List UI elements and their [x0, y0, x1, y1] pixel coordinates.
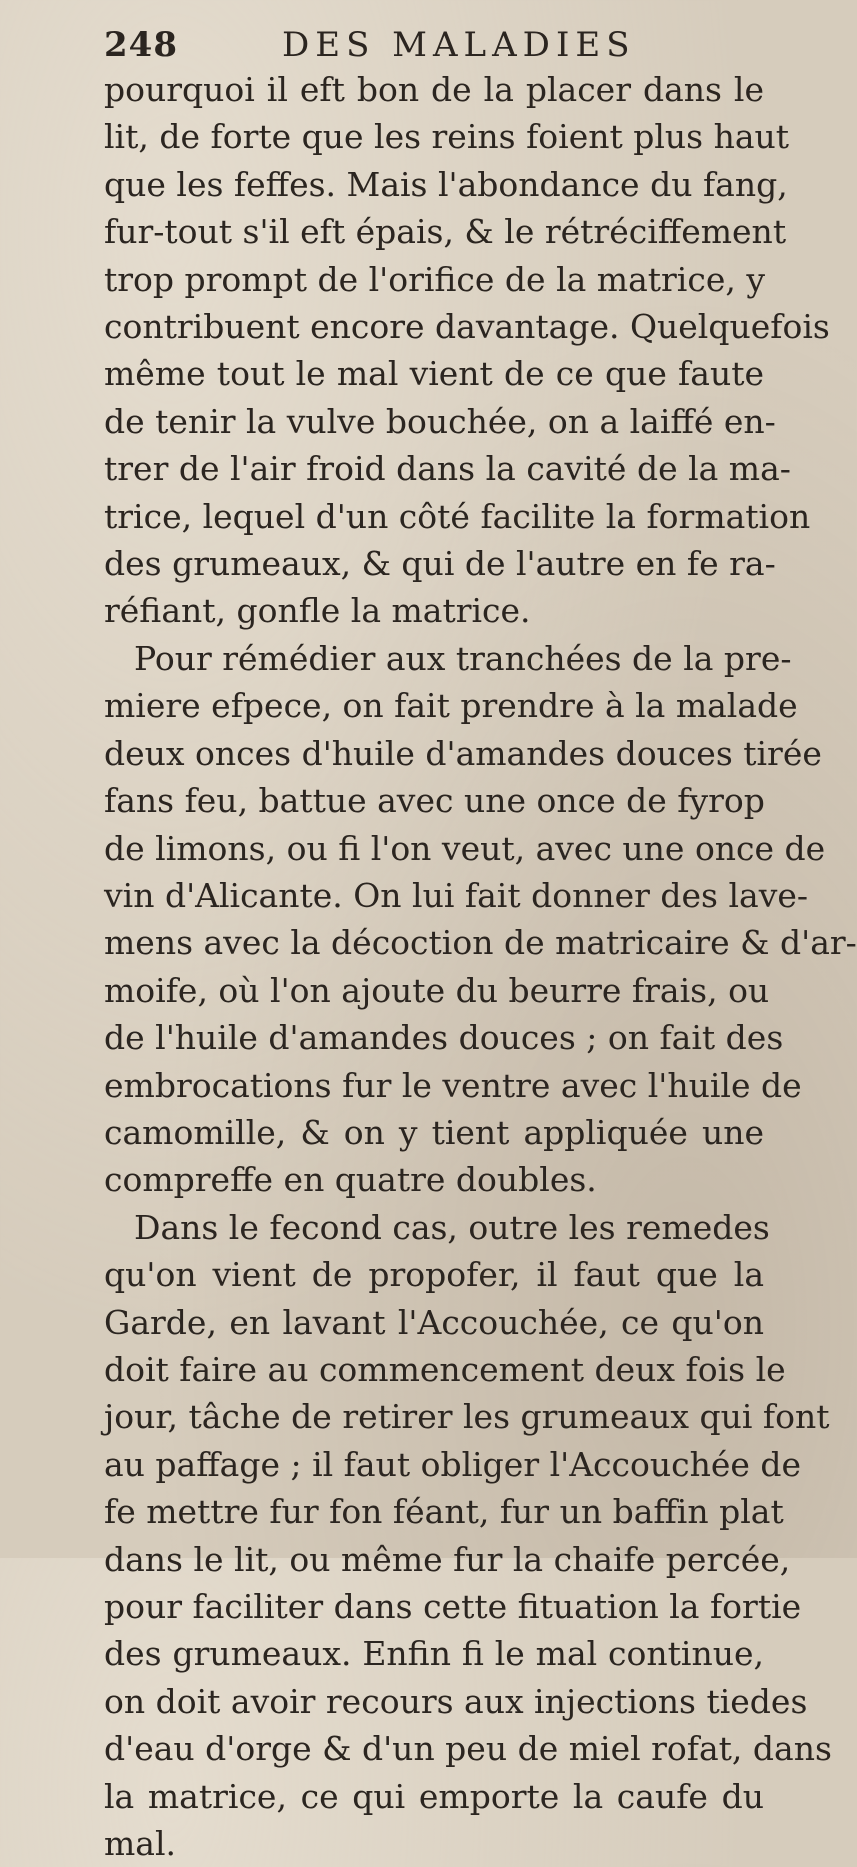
text-line: qu'on vient de propofer, il faut que la — [104, 1255, 764, 1295]
text-line: moife, où l'on ajoute du beurre frais, ou — [104, 970, 770, 1010]
text-line: fe mettre fur fon féant, fur un baffin plat — [104, 1492, 784, 1532]
text-line: de l'huile d'amandes douces ; on fait des — [104, 1018, 784, 1058]
running-title: DES MALADIES — [282, 25, 636, 65]
text-line: pourquoi il eft bon de la placer dans le — [104, 70, 764, 109]
text-line: réfiant, gonfle la matrice. — [104, 591, 531, 631]
text-line: vin d'Alicante. On lui fait donner des lave- — [104, 875, 809, 915]
text-line: d'eau d'orge & d'un peu de miel rofat, dans — [104, 1729, 832, 1769]
page-number: 248 — [104, 25, 178, 65]
body-text — [104, 66, 857, 1867]
text-line: pour faciliter dans cette fituation la fortie — [104, 1587, 802, 1626]
text-line: des grumeaux, & qui de l'autre en fe ra- — [104, 544, 776, 584]
text-line: trice, lequel d'un côté facilite la formation — [104, 496, 811, 536]
text-line: compreffe en quatre doubles. — [104, 1160, 597, 1200]
text-line: on doit avoir recours aux injections tiedes — [104, 1681, 808, 1721]
running-head — [104, 20, 764, 70]
text-line: contribuent encore davantage. Quelquefois — [104, 307, 830, 347]
text-line: Pour rémédier aux tranchées de la pre- — [134, 638, 792, 678]
text-line: trop prompt de l'orifice de la matrice, y — [104, 259, 765, 299]
text-line: la matrice, ce qui emporte la caufe du — [104, 1776, 764, 1816]
text-line: Dans le fecond cas, outre les remedes — [134, 1207, 770, 1247]
text-line: Garde, en lavant l'Accouchée, ce qu'on — [104, 1302, 764, 1342]
text-line: fans feu, battue avec une once de fyrop — [104, 781, 765, 821]
text-line: au paffage ; il faut obliger l'Accouchée de — [104, 1444, 802, 1484]
text-line: jour, tâche de retirer les grumeaux qui font — [104, 1397, 830, 1437]
text-line: mens avec la décoction de matricaire & d'ar- — [104, 923, 857, 963]
text-line: mal. — [104, 1824, 177, 1864]
text-line: deux onces d'huile d'amandes douces tirée — [104, 733, 822, 773]
text-line: même tout le mal vient de ce que faute — [104, 354, 764, 394]
text-line: que les feffes. Mais l'abondance du fang, — [104, 164, 788, 204]
text-line: de tenir la vulve bouchée, on a laiffé en- — [104, 401, 776, 441]
text-line: miere efpece, on fait prendre à la malade — [104, 686, 798, 726]
text-line: lit, de forte que les reins foient plus haut — [104, 117, 790, 157]
text-line: embrocations fur le ventre avec l'huile de — [104, 1065, 802, 1105]
text-line: trer de l'air froid dans la cavité de la ma- — [104, 449, 791, 489]
text-line: camomille, & on y tient appliquée une — [104, 1112, 764, 1152]
text-line: des grumeaux. Enfin fi le mal continue, — [104, 1634, 764, 1674]
text-line: doit faire au commencement deux fois le — [104, 1349, 786, 1389]
text-line: fur-tout s'il eft épais, & le rétréciffement — [104, 212, 787, 252]
text-line: de limons, ou fi l'on veut, avec une once de — [104, 828, 826, 868]
text-line: dans le lit, ou même fur la chaife percée, — [104, 1539, 791, 1579]
